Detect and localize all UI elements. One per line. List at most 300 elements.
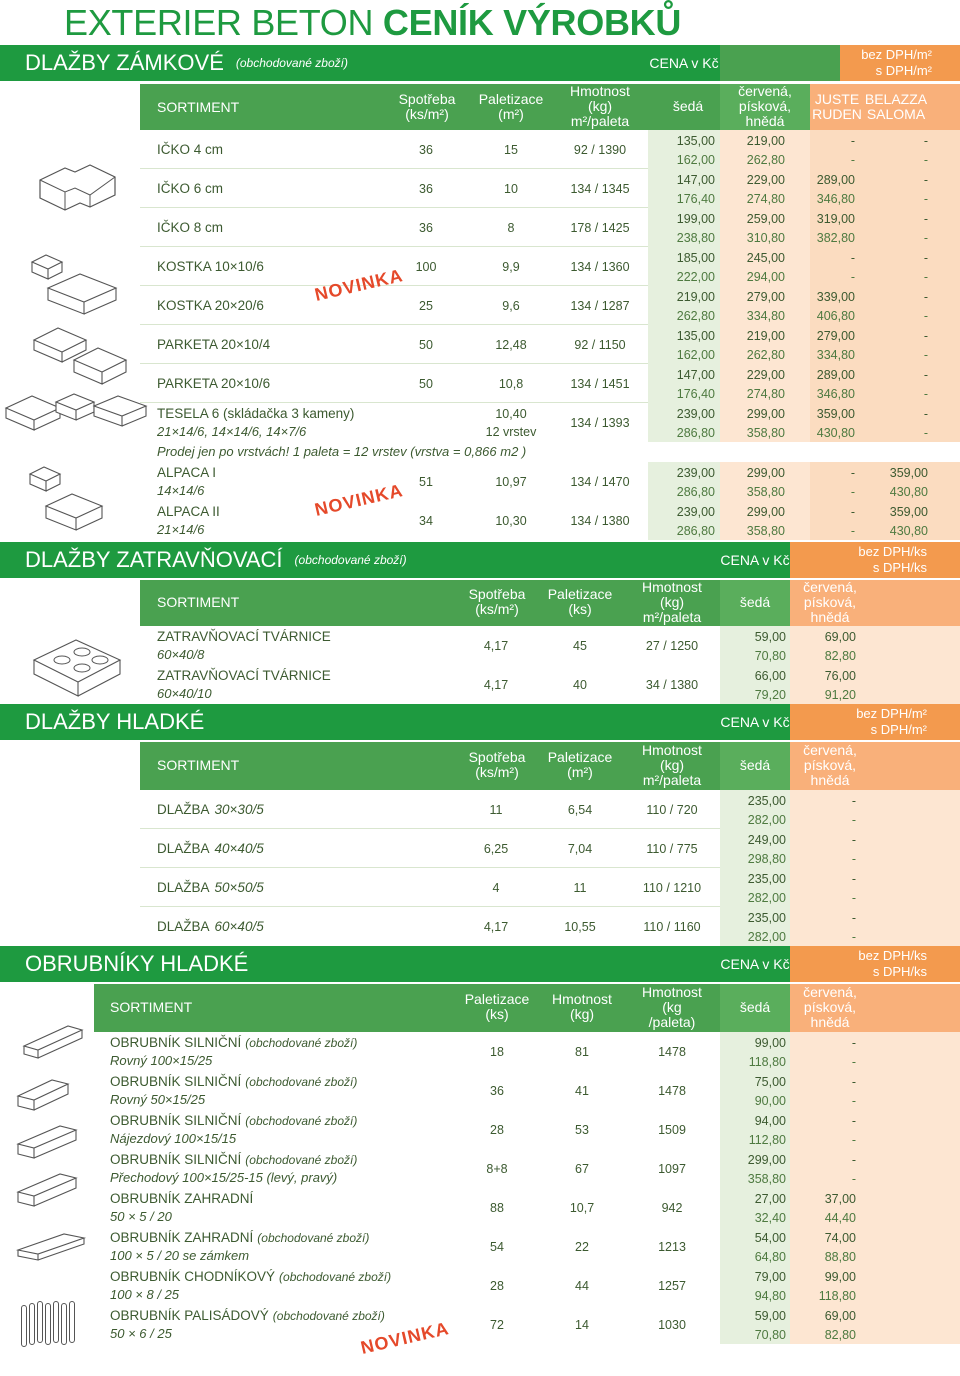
dph-header: bez DPH/ks s DPH/ks	[790, 946, 960, 982]
parketa-icon	[70, 340, 130, 390]
obrubnik-icon	[14, 1070, 74, 1114]
paletizace-value: 9,6	[502, 299, 520, 313]
price-value: 239,00	[676, 407, 715, 421]
tesela-icon	[2, 386, 152, 448]
col-spotreba: Spotřeba (ks/m²)	[468, 749, 526, 780]
hmotnost-value: 1213	[658, 1240, 686, 1254]
spotreba-value: 25	[419, 299, 433, 313]
paletizace-value: 8	[507, 221, 515, 235]
spotreba-value: 6,25	[483, 842, 509, 856]
price-value: 199,00	[676, 212, 715, 226]
price-value: 99,00	[754, 1036, 786, 1050]
product-name: ALPACA II	[157, 504, 220, 519]
product-dimensions: 21×14/6, 14×14/6, 14×7/6	[157, 424, 307, 439]
dph-header: bez DPH/ks s DPH/ks	[790, 542, 960, 578]
price-value: 44,40	[824, 1211, 856, 1225]
product-dimensions: Rovný 100×15/25	[110, 1053, 213, 1068]
product-type: OBRUBNÍK ZAHRADNÍ	[110, 1230, 254, 1245]
price-value: 430,80	[889, 524, 928, 538]
price-value: -	[923, 231, 928, 245]
product-name	[157, 841, 264, 857]
price-value: 69,00	[824, 1309, 856, 1323]
product-name	[157, 919, 264, 935]
hmotnost-value: 1097	[658, 1162, 686, 1176]
price-value: -	[851, 891, 856, 905]
product-name	[110, 1074, 357, 1090]
paletizace-value: 10	[504, 182, 518, 196]
col-hmotnost: Hmotnost (kg) m²/paleta	[570, 83, 630, 129]
product-note: (obchodované zboží)	[279, 1270, 392, 1284]
spotreba-value: 4,17	[483, 639, 509, 653]
product-name	[157, 880, 264, 896]
section-header-hladke: DLAŽBY HLADKÉ	[0, 704, 720, 740]
dph-header: bez DPH/m² s DPH/m²	[840, 45, 960, 81]
price-value: 162,00	[676, 348, 715, 362]
price-value: 245,00	[746, 251, 785, 265]
price-value: 289,00	[816, 173, 855, 187]
obrubnik-icon	[20, 1020, 86, 1060]
product-dimensions: 100 × 8 / 25	[110, 1287, 180, 1302]
price-value: 66,00	[754, 669, 786, 683]
price-value: 82,80	[824, 649, 856, 663]
spotreba-value: 4,17	[483, 678, 509, 692]
product-note: (obchodované zboží)	[245, 1153, 358, 1167]
price-value: 274,80	[746, 192, 785, 206]
price-value: 32,40	[754, 1211, 786, 1225]
hmotnost-value: 134 / 1287	[570, 299, 630, 313]
product-type: OBRUBNÍK SILNIČNÍ	[110, 1035, 242, 1050]
paletizace-value: 40	[573, 678, 587, 692]
price-value: 27,00	[754, 1192, 786, 1206]
price-value: -	[923, 387, 928, 401]
paletizace-value: 28	[490, 1123, 504, 1137]
row-divider	[140, 207, 648, 208]
product-dimensions: 21×14/6	[157, 522, 205, 537]
row-divider	[140, 246, 648, 247]
price-value: -	[923, 407, 928, 421]
product-type: OBRUBNÍK SILNIČNÍ	[110, 1113, 242, 1128]
price-value: 319,00	[816, 212, 855, 226]
product-dimensions: 30×30/5	[214, 802, 264, 817]
price-value: -	[851, 911, 856, 925]
price-value: 430,80	[889, 485, 928, 499]
hmotnost-value: 1257	[658, 1279, 686, 1293]
paletizace-note: 12 vrstev	[485, 425, 537, 439]
spotreba-value: 36	[419, 182, 433, 196]
col-hmotnost-ks: Hmotnost (kg)	[552, 991, 612, 1022]
product-dimensions: 60×40/5	[214, 919, 264, 934]
price-value: 286,80	[676, 485, 715, 499]
price-value: 135,00	[676, 134, 715, 148]
hmotnost-value: 92 / 1390	[573, 143, 627, 157]
col-paletizace: Paletizace (m²)	[478, 91, 544, 122]
price-value: -	[923, 329, 928, 343]
price-value: 219,00	[676, 290, 715, 304]
paletizace-value: 10,30	[495, 514, 527, 528]
hmotnost-value: 110 / 720	[646, 803, 698, 817]
paletizace-value: 36	[490, 1084, 504, 1098]
hmotnost-ks-value: 14	[575, 1318, 589, 1332]
product-dimensions: Rovný 50×15/25	[110, 1092, 206, 1107]
palisada-icon	[20, 1298, 80, 1350]
price-value: 289,00	[816, 368, 855, 382]
row-divider	[140, 324, 648, 325]
price-value: 162,00	[676, 153, 715, 167]
price-value: 282,00	[747, 930, 786, 944]
col-juste: JUSTE RUDEN	[812, 91, 862, 122]
price-value: -	[923, 153, 928, 167]
product-name	[110, 1230, 369, 1246]
product-note: (obchodované zboží)	[272, 1309, 385, 1323]
price-value: 135,00	[676, 329, 715, 343]
price-value: -	[851, 1114, 856, 1128]
price-value: -	[851, 872, 856, 886]
price-value: 359,00	[889, 466, 928, 480]
product-type: DLAŽBA	[157, 919, 210, 934]
hmotnost-ks-value: 10,7	[569, 1201, 595, 1215]
hmotnost-value: 110 / 1210	[642, 881, 702, 895]
col-spotreba: Spotřeba (ks/m²)	[468, 586, 526, 617]
price-value: 37,00	[824, 1192, 856, 1206]
price-header: CENA v Kč	[720, 704, 790, 740]
price-value: 70,80	[754, 649, 786, 663]
obrubnik-icon	[14, 1120, 84, 1164]
product-name	[110, 1191, 257, 1207]
price-value: -	[850, 485, 855, 499]
price-value: 358,80	[747, 1172, 786, 1186]
price-value: 79,00	[754, 1270, 786, 1284]
price-value: 222,00	[676, 270, 715, 284]
hmotnost-value: 178 / 1425	[570, 221, 630, 235]
hmotnost-value: 1478	[658, 1045, 686, 1059]
product-dimensions: 50 × 6 / 25	[110, 1326, 172, 1341]
paletizace-value: 10,97	[495, 475, 527, 489]
price-value: 382,80	[816, 231, 855, 245]
product-name: ALPACA I	[157, 465, 217, 480]
price-value: 299,00	[747, 1153, 786, 1167]
row-divider	[140, 363, 648, 364]
hmotnost-value: 134 / 1380	[570, 514, 630, 528]
price-value: -	[923, 368, 928, 382]
alpaca-icon	[40, 488, 110, 538]
zatravnovaci-icon	[26, 630, 126, 704]
price-value: 299,00	[746, 505, 785, 519]
product-dimensions: 40×40/5	[214, 841, 264, 856]
col-cervena: červená, písková, hnědá	[803, 984, 857, 1030]
novinka-badge: NOVINKA	[312, 265, 405, 305]
price-value: 69,00	[824, 630, 856, 644]
paletizace-value: 72	[490, 1318, 504, 1332]
row-divider	[140, 828, 720, 829]
price-value: 299,00	[746, 407, 785, 421]
price-value: 219,00	[746, 134, 785, 148]
price-value: -	[851, 833, 856, 847]
icko-paver-icon	[30, 150, 130, 220]
price-value: -	[850, 134, 855, 148]
hmotnost-value: 134 / 1345	[570, 182, 630, 196]
price-value: -	[851, 852, 856, 866]
product-type: OBRUBNÍK ZAHRADNÍ	[110, 1191, 254, 1206]
hmotnost-value: 1478	[658, 1084, 686, 1098]
product-name: PARKETA 20×10/6	[157, 376, 271, 391]
price-value: -	[850, 466, 855, 480]
price-value: 282,00	[747, 891, 786, 905]
col-cervena: červená, písková, hnědá	[803, 742, 857, 788]
price-value: -	[851, 1094, 856, 1108]
price-value: 147,00	[676, 368, 715, 382]
price-value: 262,80	[676, 309, 715, 323]
price-value: -	[850, 505, 855, 519]
price-value: 235,00	[747, 911, 786, 925]
price-value: 406,80	[816, 309, 855, 323]
product-name	[110, 1113, 357, 1129]
price-value: 76,00	[824, 669, 856, 683]
product-dimensions: 50×50/5	[214, 880, 264, 895]
section-header-zatr: DLAŽBY ZATRAVŇOVACÍ (obchodované zboží)	[0, 542, 720, 578]
price-value: 298,80	[747, 852, 786, 866]
price-value: 176,40	[676, 387, 715, 401]
price-value: 54,00	[754, 1231, 786, 1245]
obrubnik-icon	[14, 1168, 84, 1212]
product-type: OBRUBNÍK SILNIČNÍ	[110, 1152, 242, 1167]
price-header: CENA v Kč	[648, 45, 720, 81]
col-sortiment: SORTIMENT	[157, 594, 240, 610]
price-header: CENA v Kč	[720, 542, 790, 578]
price-value: 279,00	[746, 290, 785, 304]
price-value: 90,00	[754, 1094, 786, 1108]
price-value: 239,00	[676, 466, 715, 480]
price-header: CENA v Kč	[720, 946, 790, 982]
paletizace-value: 6,54	[567, 803, 593, 817]
price-value: 99,00	[824, 1270, 856, 1284]
paletizace-value: 15	[504, 143, 518, 157]
hmotnost-ks-value: 67	[575, 1162, 589, 1176]
price-value: 334,80	[746, 309, 785, 323]
price-value: 94,80	[754, 1289, 786, 1303]
price-value: 185,00	[676, 251, 715, 265]
price-value: 346,80	[816, 387, 855, 401]
price-value: -	[923, 270, 928, 284]
price-value: 249,00	[747, 833, 786, 847]
col-hmotnost: Hmotnost (kg /paleta)	[642, 984, 702, 1030]
price-value: -	[850, 524, 855, 538]
hmotnost-value: 110 / 775	[646, 842, 698, 856]
paletizace-value: 7,04	[567, 842, 593, 856]
product-name	[110, 1269, 391, 1285]
product-name: PARKETA 20×10/4	[157, 337, 271, 352]
price-value: -	[851, 794, 856, 808]
price-value: -	[851, 1055, 856, 1069]
hmotnost-value: 110 / 1160	[643, 920, 701, 934]
section-header-obrub: OBRUBNÍKY HLADKÉ	[0, 946, 720, 982]
price-value: -	[851, 1172, 856, 1186]
spotreba-value: 34	[419, 514, 433, 528]
price-value: 147,00	[676, 173, 715, 187]
price-value: -	[923, 251, 928, 265]
hmotnost-value: 1509	[658, 1123, 686, 1137]
price-value: 91,20	[824, 688, 856, 702]
price-value: 358,80	[746, 485, 785, 499]
price-value: 359,00	[889, 505, 928, 519]
novinka-badge: NOVINKA	[312, 480, 405, 520]
col-seda: šedá	[739, 757, 771, 773]
price-value: 286,80	[676, 524, 715, 538]
price-value: -	[923, 290, 928, 304]
paletizace-value: 28	[490, 1279, 504, 1293]
product-note: (obchodované zboží)	[245, 1075, 358, 1089]
price-value: 235,00	[747, 794, 786, 808]
col-sortiment: SORTIMENT	[157, 99, 240, 115]
product-type: OBRUBNÍK SILNIČNÍ	[110, 1074, 242, 1089]
col-belazza: BELAZZA SALOMA	[864, 91, 928, 122]
price-value: 279,00	[816, 329, 855, 343]
col-cervena: červená, písková, hnědá	[803, 579, 857, 625]
price-value: 74,00	[824, 1231, 856, 1245]
product-dimensions: 60×40/10	[157, 686, 212, 701]
product-name	[110, 1035, 357, 1051]
price-value: -	[851, 930, 856, 944]
price-value: 176,40	[676, 192, 715, 206]
product-name: IČKO 6 cm	[157, 181, 224, 196]
price-value: 64,80	[754, 1250, 786, 1264]
price-value: 70,80	[754, 1328, 786, 1342]
product-note: (obchodované zboží)	[245, 1114, 358, 1128]
hmotnost-value: 1030	[658, 1318, 686, 1332]
col-hmotnost: Hmotnost (kg) m²/paleta	[642, 579, 702, 625]
product-note: (obchodované zboží)	[245, 1036, 358, 1050]
spotreba-value: 50	[419, 377, 433, 391]
price-value: 94,00	[754, 1114, 786, 1128]
spotreba-value: 36	[419, 143, 433, 157]
spotreba-value: 50	[419, 338, 433, 352]
spotreba-value: 100	[415, 260, 437, 274]
row-divider	[140, 402, 648, 403]
product-name: ZATRAVŇOVACÍ TVÁRNICE	[157, 629, 331, 644]
price-value: -	[923, 212, 928, 226]
product-name: IČKO 8 cm	[157, 220, 224, 235]
product-dimensions: 60×40/8	[157, 647, 205, 662]
spotreba-value: 11	[489, 803, 503, 817]
price-value: -	[923, 426, 928, 440]
product-name	[110, 1308, 385, 1324]
product-dimensions: 100 × 5 / 20 se zámkem	[110, 1248, 250, 1263]
col-spotreba: Spotřeba (ks/m²)	[398, 91, 456, 122]
price-value: 299,00	[746, 466, 785, 480]
price-value: 286,80	[676, 426, 715, 440]
paletizace-value: 12,48	[495, 338, 527, 352]
col-sortiment: SORTIMENT	[157, 757, 240, 773]
price-value: -	[851, 1036, 856, 1050]
dph-header: bez DPH/m² s DPH/m²	[790, 704, 960, 740]
price-value: 274,80	[746, 387, 785, 401]
hmotnost-value: 34 / 1380	[645, 678, 699, 692]
price-value: 239,00	[676, 505, 715, 519]
price-value: 59,00	[754, 1309, 786, 1323]
price-value: 259,00	[746, 212, 785, 226]
product-name	[110, 1152, 357, 1168]
price-value: 229,00	[746, 173, 785, 187]
paletizace-value: 10,55	[564, 920, 596, 934]
product-name: IČKO 4 cm	[157, 142, 224, 157]
product-dimensions: Přechodový 100×15/25-15 (levý, pravý)	[110, 1170, 338, 1185]
product-type: DLAŽBA	[157, 802, 210, 817]
obrubnik-zahradni-icon	[14, 1230, 88, 1264]
paletizace-value: 8+8	[486, 1162, 508, 1176]
hmotnost-value: 92 / 1150	[574, 338, 626, 352]
price-value: 235,00	[747, 872, 786, 886]
price-value: -	[850, 251, 855, 265]
price-value: 262,80	[746, 348, 785, 362]
hmotnost-value: 134 / 1393	[570, 416, 630, 430]
product-name: KOSTKA 20×20/6	[157, 298, 264, 313]
price-value: -	[850, 153, 855, 167]
price-value: 75,00	[754, 1075, 786, 1089]
paletizace-value: 18	[490, 1045, 504, 1059]
hmotnost-value: 134 / 1451	[570, 377, 630, 391]
hmotnost-value: 27 / 1250	[645, 639, 699, 653]
price-value: -	[923, 192, 928, 206]
col-seda: šedá	[672, 98, 704, 114]
price-value: 238,80	[676, 231, 715, 245]
product-type: DLAŽBA	[157, 880, 210, 895]
col-cervena: červená, písková, hnědá	[738, 83, 792, 129]
hmotnost-ks-value: 53	[575, 1123, 589, 1137]
hmotnost-value: 942	[661, 1201, 683, 1215]
price-value: -	[850, 270, 855, 284]
price-value: 59,00	[754, 630, 786, 644]
price-value: -	[923, 309, 928, 323]
row-divider	[140, 906, 720, 907]
product-name: KOSTKA 10×10/6	[157, 259, 264, 274]
price-value: 310,80	[746, 231, 785, 245]
paletizace-value: 45	[573, 639, 587, 653]
price-value: -	[851, 1133, 856, 1147]
hmotnost-ks-value: 41	[575, 1084, 589, 1098]
price-value: -	[923, 348, 928, 362]
price-value: 112,80	[748, 1133, 786, 1147]
price-value: 358,80	[746, 426, 785, 440]
price-value: 334,80	[816, 348, 855, 362]
product-dimensions: 14×14/6	[157, 483, 205, 498]
spotreba-value: 4	[492, 881, 500, 895]
price-value: 79,20	[754, 688, 786, 702]
price-value: 339,00	[816, 290, 855, 304]
price-value: 118,80	[748, 1055, 786, 1069]
product-type: OBRUBNÍK CHODNÍKOVÝ	[110, 1269, 276, 1284]
price-value: 430,80	[816, 426, 855, 440]
section-header-zamkove: DLAŽBY ZÁMKOVÉ (obchodované zboží)	[0, 45, 648, 81]
col-paletizace: Paletizace (m²)	[547, 749, 613, 780]
hmotnost-value: 134 / 1470	[570, 475, 630, 489]
price-value: 294,00	[746, 270, 785, 284]
page-title: EXTERIER BETON CENÍK VÝROBKŮ	[64, 2, 682, 43]
paletizace-value: 54	[490, 1240, 504, 1254]
price-value: 359,00	[816, 407, 855, 421]
price-value: -	[923, 173, 928, 187]
product-note: (obchodované zboží)	[257, 1231, 370, 1245]
product-type: DLAŽBA	[157, 841, 210, 856]
kostka-large-icon	[42, 270, 122, 318]
price-value: 358,80	[746, 524, 785, 538]
price-value: 219,00	[746, 329, 785, 343]
paletizace-value: 10,40	[495, 407, 527, 421]
product-dimensions: 50 × 5 / 20	[110, 1209, 172, 1224]
hmotnost-ks-value: 81	[575, 1045, 589, 1059]
product-type: OBRUBNÍK PALISÁDOVÝ	[110, 1308, 269, 1323]
col-paletizace: Paletizace (ks)	[464, 991, 530, 1022]
col-seda: šedá	[739, 594, 771, 610]
product-dimensions: Nájezdový 100×15/15	[110, 1131, 237, 1146]
